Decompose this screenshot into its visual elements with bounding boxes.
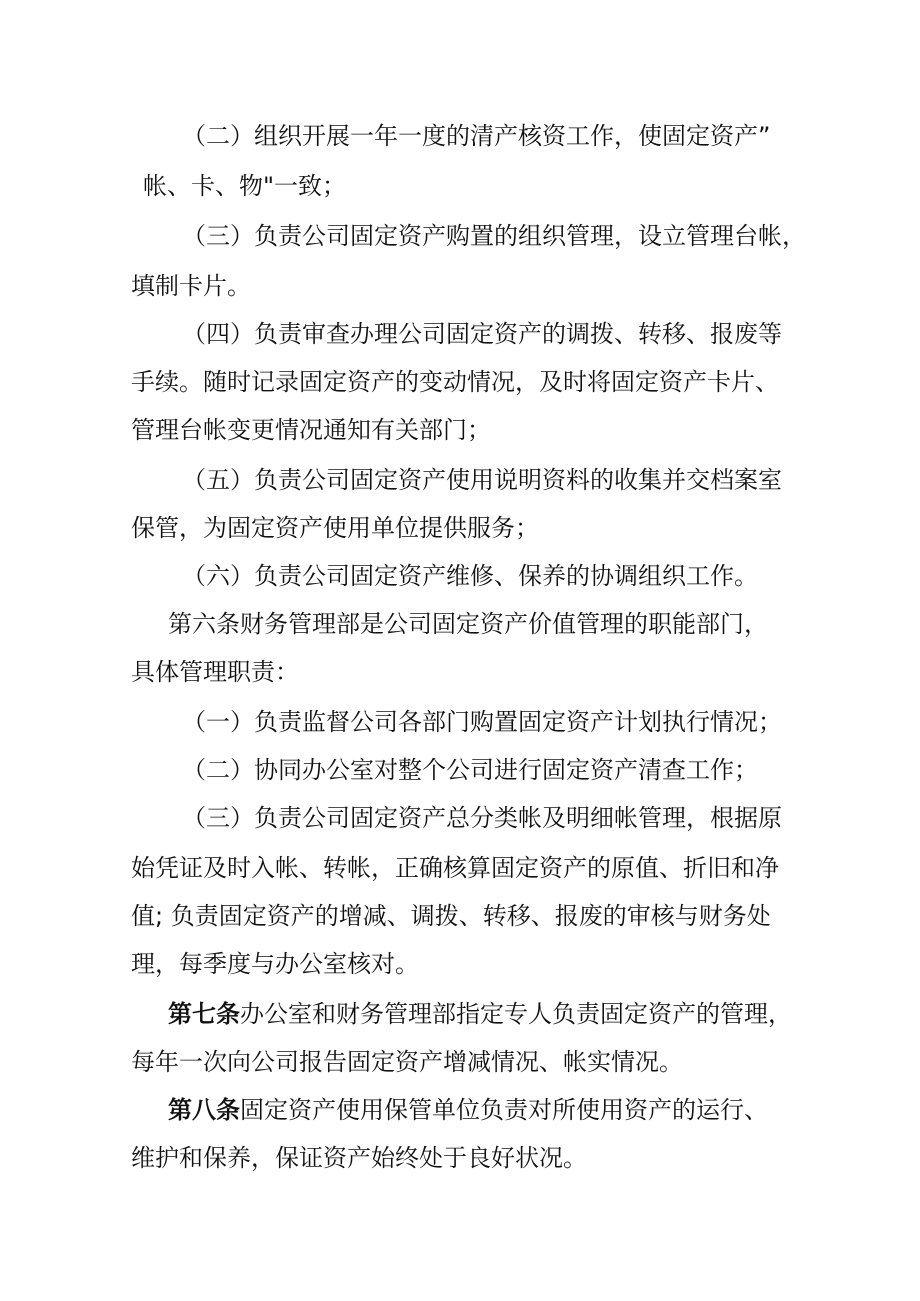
article-text: 办公室和财务管理部指定专人负责固定资产的管理， [240,1000,792,1028]
paragraph-line: 每年一次向公司报告固定资产增减情况、帐实情况。 [131,1048,683,1076]
paragraph-line: 始凭证及时入帐、转帐，正确核算固定资产的原值、折旧和净 [131,854,779,882]
paragraph-line: 第六条财务管理部是公司固定资产价值管理的职能部门， [168,610,768,638]
article-8-line [168,1094,768,1126]
paragraph-line: 维护和保养，保证资产始终处于良好状况。 [131,1144,587,1172]
paragraph-line: 值; 负责固定资产的增减、调拨、转移、报废的审核与财务处 [131,902,771,930]
paragraph-line: （三）负责公司固定资产总分类帐及明细帐管理，根据原 [182,804,782,832]
paragraph-line: （四）负责审查办理公司固定资产的调拨、转移、报废等 [182,320,782,348]
paragraph-line: 管理台帐变更情况通知有关部门； [131,416,491,444]
paragraph-line: （三）负责公司固定资产购置的组织管理，设立管理台帐， [182,222,806,250]
paragraph-line: 保管，为固定资产使用单位提供服务； [131,514,539,542]
paragraph-line: （五）负责公司固定资产使用说明资料的收集并交档案室 [182,466,782,494]
paragraph-line: （一）负责监督公司各部门购置固定资产计划执行情况； [182,708,782,736]
article-7-line [168,998,792,1030]
paragraph-line: 具体管理职责： [131,658,299,686]
paragraph-line: 手续。随时记录固定资产的变动情况，及时将固定资产卡片、 [131,368,779,396]
paragraph-line: （二）协同办公室对整个公司进行固定资产清查工作； [182,756,758,784]
article-text: 固定资产使用保管单位负责对所使用资产的运行、 [240,1096,768,1124]
paragraph-line: （六）负责公司固定资产维修、保养的协调组织工作。 [182,562,758,590]
paragraph-line: （二）组织开展一年一度的清产核资工作，使固定资产” [182,122,771,150]
article-number: 第七条 [168,1000,240,1028]
article-number: 第八条 [168,1096,240,1124]
paragraph-line: 帐、卡、物"一致； [143,172,347,200]
paragraph-line: 理，每季度与办公室核对。 [131,950,419,978]
paragraph-line: 填制卡片。 [131,272,251,300]
